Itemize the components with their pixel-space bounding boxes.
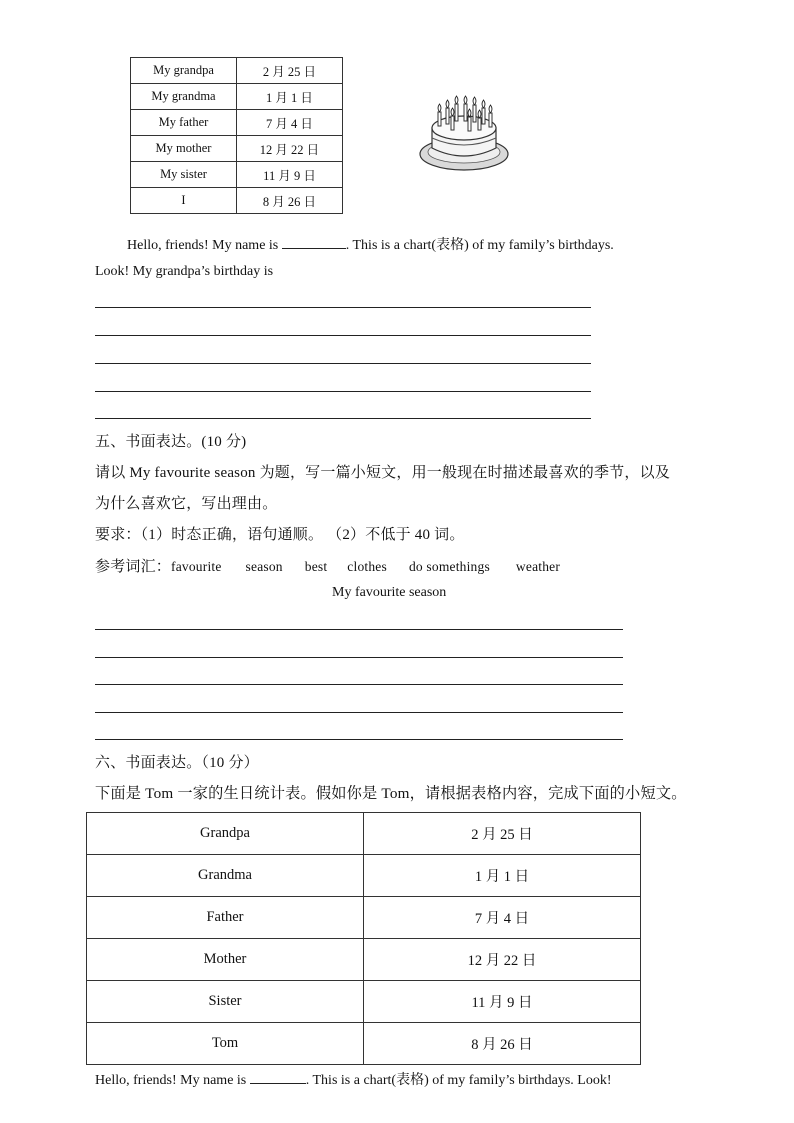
table-cell-name: My grandpa bbox=[131, 58, 237, 84]
section-5-prompt-line-2: 为什么喜欢它，写出理由。 bbox=[95, 496, 278, 512]
essay-title: My favourite season bbox=[332, 585, 447, 600]
table-cell-date: 8 月 26 日 bbox=[364, 1023, 641, 1065]
table-row bbox=[87, 939, 641, 981]
table-row bbox=[87, 855, 641, 897]
answer-line[interactable] bbox=[95, 657, 623, 658]
passage-text: . This is a chart(表格) of my family’s birthdays. bbox=[345, 238, 614, 253]
table-cell-name: Sister bbox=[87, 981, 364, 1023]
table-cell-date: 11 月 9 日 bbox=[364, 981, 641, 1023]
table-cell-date: 2 月 25 日 bbox=[237, 58, 343, 84]
answer-line[interactable] bbox=[95, 629, 623, 630]
table-row bbox=[131, 58, 343, 84]
table-row bbox=[131, 188, 343, 214]
birthday-table-large bbox=[86, 812, 641, 1065]
table-cell-name: Tom bbox=[87, 1023, 364, 1065]
answer-line[interactable] bbox=[95, 418, 591, 419]
answer-line[interactable] bbox=[95, 307, 591, 308]
table-cell-name: Mother bbox=[87, 939, 364, 981]
table-row bbox=[131, 84, 343, 110]
vocab-word: weather bbox=[515, 559, 561, 574]
table-cell-date: 8 月 26 日 bbox=[237, 188, 343, 214]
vocab-word: do somethings bbox=[408, 559, 490, 574]
table-cell-name: My mother bbox=[131, 136, 237, 162]
answer-line[interactable] bbox=[95, 712, 623, 713]
answer-line[interactable] bbox=[95, 391, 591, 392]
answer-line[interactable] bbox=[95, 363, 591, 364]
table-cell-date: 12 月 22 日 bbox=[364, 939, 641, 981]
vocab-label: 参考词汇： bbox=[95, 559, 172, 575]
table-row bbox=[131, 162, 343, 188]
table-row bbox=[87, 813, 641, 855]
section-5-prompt-line-1: 请以 My favourite season 为题，写一篇小短文，用一般现在时描述最喜欢的季节，以及 bbox=[95, 465, 670, 481]
table-cell-name: Father bbox=[87, 897, 364, 939]
table-row bbox=[131, 136, 343, 162]
name-blank[interactable] bbox=[282, 236, 346, 249]
passage-1-line-1 bbox=[127, 234, 614, 254]
section-5-vocab bbox=[95, 555, 560, 576]
table-row bbox=[131, 110, 343, 136]
vocab-word: best bbox=[304, 559, 328, 574]
passage-1-line-2: Look! My grandpa’s birthday is bbox=[95, 264, 274, 279]
table-cell-name: I bbox=[131, 188, 237, 214]
table-row bbox=[87, 897, 641, 939]
answer-line[interactable] bbox=[95, 684, 623, 685]
section-5-heading: 五、书面表达。(10 分) bbox=[95, 434, 247, 450]
table-row bbox=[87, 981, 641, 1023]
table-cell-date: 11 月 9 日 bbox=[237, 162, 343, 188]
table-cell-date: 7 月 4 日 bbox=[364, 897, 641, 939]
vocab-word: clothes bbox=[347, 559, 387, 574]
section-6-heading: 六、书面表达。（10 分） bbox=[95, 755, 259, 771]
table-cell-name: Grandpa bbox=[87, 813, 364, 855]
answer-line[interactable] bbox=[95, 739, 623, 740]
name-blank[interactable] bbox=[250, 1071, 306, 1084]
table-cell-date: 7 月 4 日 bbox=[237, 110, 343, 136]
passage-text: Hello, friends! My name is bbox=[127, 238, 282, 253]
table-cell-date: 12 月 22 日 bbox=[237, 136, 343, 162]
passage-text: . This is a chart(表格) of my family’s birthdays. Look! bbox=[305, 1073, 612, 1088]
passage-text: Hello, friends! My name is bbox=[95, 1073, 250, 1088]
vocab-word: favourite bbox=[171, 559, 222, 574]
answer-line[interactable] bbox=[95, 335, 591, 336]
section-6-intro: 下面是 Tom 一家的生日统计表。假如你是 Tom，请根据表格内容，完成下面的小短文。 bbox=[95, 785, 687, 802]
table-cell-name: My grandma bbox=[131, 84, 237, 110]
passage-2-line-1 bbox=[95, 1069, 612, 1089]
table-cell-name: Grandma bbox=[87, 855, 364, 897]
table-row bbox=[87, 1023, 641, 1065]
table-cell-date: 2 月 25 日 bbox=[364, 813, 641, 855]
table-cell-name: My sister bbox=[131, 162, 237, 188]
section-5-requirements: 要求：（1）时态正确，语句通顺。 （2）不低于 40 词。 bbox=[95, 527, 465, 543]
birthday-table-small bbox=[130, 57, 343, 214]
birthday-cake-icon bbox=[418, 92, 512, 178]
table-cell-date: 1 月 1 日 bbox=[237, 84, 343, 110]
vocab-word: season bbox=[245, 559, 283, 574]
table-cell-name: My father bbox=[131, 110, 237, 136]
table-cell-date: 1 月 1 日 bbox=[364, 855, 641, 897]
